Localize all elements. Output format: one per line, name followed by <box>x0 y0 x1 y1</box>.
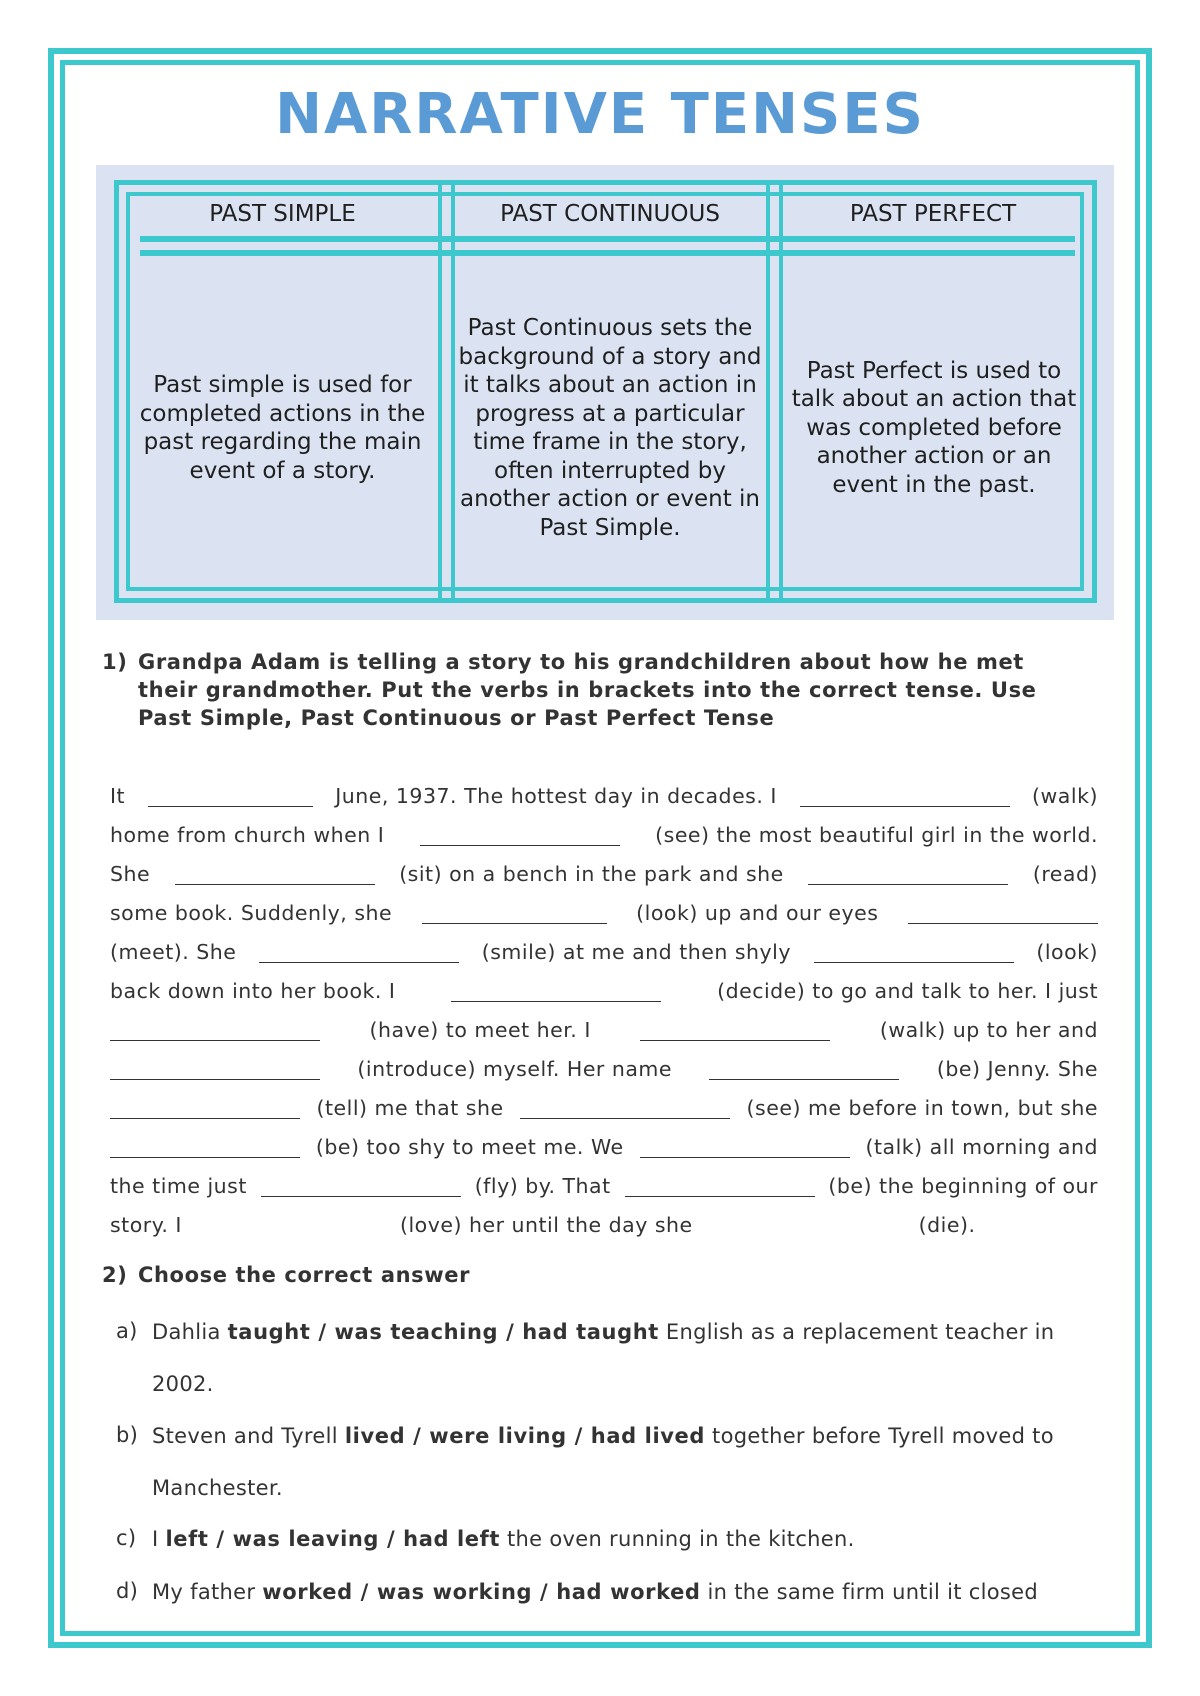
text-line: home from church when I (see) the most beautiful girl in the world. <box>110 822 1098 847</box>
question-a: a) Dahlia taught / was teaching / had taught English as a replacement teacher in 2002. <box>116 1319 1055 1396</box>
exercise-2-instruction <box>102 1261 1002 1289</box>
answer-options[interactable]: taught / was teaching / had taught <box>227 1320 659 1344</box>
text-line: some book. Suddenly, she (look) up and our eyes <box>110 893 1098 932</box>
exercise-number: 2) <box>102 1263 128 1287</box>
answer-blank[interactable] <box>422 901 607 924</box>
answer-options[interactable]: left / was leaving / had left <box>165 1527 501 1551</box>
answer-blank[interactable] <box>709 1057 899 1080</box>
question-c: c) I left / was leaving / had left the oven running in the kitchen. <box>116 1526 855 1551</box>
answer-blank[interactable] <box>148 784 313 807</box>
answer-blank[interactable] <box>625 1174 815 1197</box>
header-past-perfect: PAST PERFECT <box>849 201 1017 227</box>
exercise-1-instruction <box>102 648 1062 732</box>
text-line: the time just (fly) by. That (be) the beginning of our <box>110 1173 1098 1198</box>
answer-blank[interactable] <box>808 862 1008 885</box>
answer-blank[interactable] <box>110 1018 320 1041</box>
answer-options[interactable]: worked / was working / had worked <box>262 1580 701 1604</box>
answer-blank[interactable] <box>175 862 375 885</box>
header-past-continuous: PAST CONTINUOUS <box>500 201 720 227</box>
question-b: b) Steven and Tyrell lived / were living / had lived together before Tyrell moved to Manchester. <box>116 1423 1054 1500</box>
answer-blank[interactable] <box>640 1135 850 1158</box>
answer-blank[interactable] <box>520 1096 730 1119</box>
column-divider <box>779 184 783 599</box>
text-line: (tell) me that she (see) me before in town, but she <box>110 1088 1098 1127</box>
cell-past-continuous: Past Continuous sets the background of a story and it talks about an action in progress at a particular time frame in the story, often interrupted by another action or event in Past Simple. <box>458 315 762 541</box>
text-line: (meet). She (smile) at me and then shyly (look) <box>110 939 1098 964</box>
column-divider <box>451 184 455 599</box>
page-title: NARRATIVE TENSES <box>275 82 925 147</box>
exercise-number: 1) <box>102 650 128 674</box>
answer-blank[interactable] <box>261 1174 461 1197</box>
answer-blank[interactable] <box>640 1018 830 1041</box>
answer-blank[interactable] <box>420 823 620 846</box>
answer-blank[interactable] <box>110 1057 320 1080</box>
column-divider <box>438 184 442 599</box>
text-line: story. I (love) her until the day she (die). <box>110 1212 976 1237</box>
answer-blank[interactable] <box>908 901 1098 924</box>
answer-blank[interactable] <box>451 979 661 1002</box>
text-line: (have) to meet her. I (walk) up to her and <box>110 1010 1098 1049</box>
text-line: (introduce) myself. Her name (be) Jenny. She <box>110 1049 1098 1088</box>
cell-past-simple: Past simple is used for completed actions in the past regarding the main event of a story. <box>139 372 426 484</box>
exercise-instruction-text: Grandpa Adam is telling a story to his grandchildren about how he met their grandmother. Put the verbs in brackets into the correct tense. Use Past Simple, Past Continuous or Past Perfect Tense <box>138 650 1037 730</box>
answer-blank[interactable] <box>814 940 1014 963</box>
text-line: back down into her book. I (decide) to go and talk to her. I just <box>110 978 1098 1003</box>
text-line: (be) too shy to meet me. We (talk) all morning and <box>110 1127 1098 1166</box>
header-divider <box>140 250 1075 256</box>
answer-options[interactable]: lived / were living / had lived <box>344 1424 706 1448</box>
answer-blank[interactable] <box>259 940 459 963</box>
header-past-simple: PAST SIMPLE <box>209 201 356 227</box>
cell-past-perfect: Past Perfect is used to talk about an action that was completed before another action or an event in the past. <box>791 357 1077 498</box>
exercise-instruction-text: Choose the correct answer <box>138 1263 471 1287</box>
gap-fill-text <box>110 776 1098 1244</box>
text-line: She (sit) on a bench in the park and she (read) <box>110 861 1098 886</box>
answer-blank[interactable] <box>110 1135 300 1158</box>
text-line: It June, 1937. The hottest day in decades. I (walk) <box>110 783 1098 808</box>
answer-blank[interactable] <box>110 1096 300 1119</box>
column-divider <box>766 184 770 599</box>
question-d: d) My father worked / was working / had worked in the same firm until it closed <box>116 1579 1038 1604</box>
answer-blank[interactable] <box>800 784 1010 807</box>
